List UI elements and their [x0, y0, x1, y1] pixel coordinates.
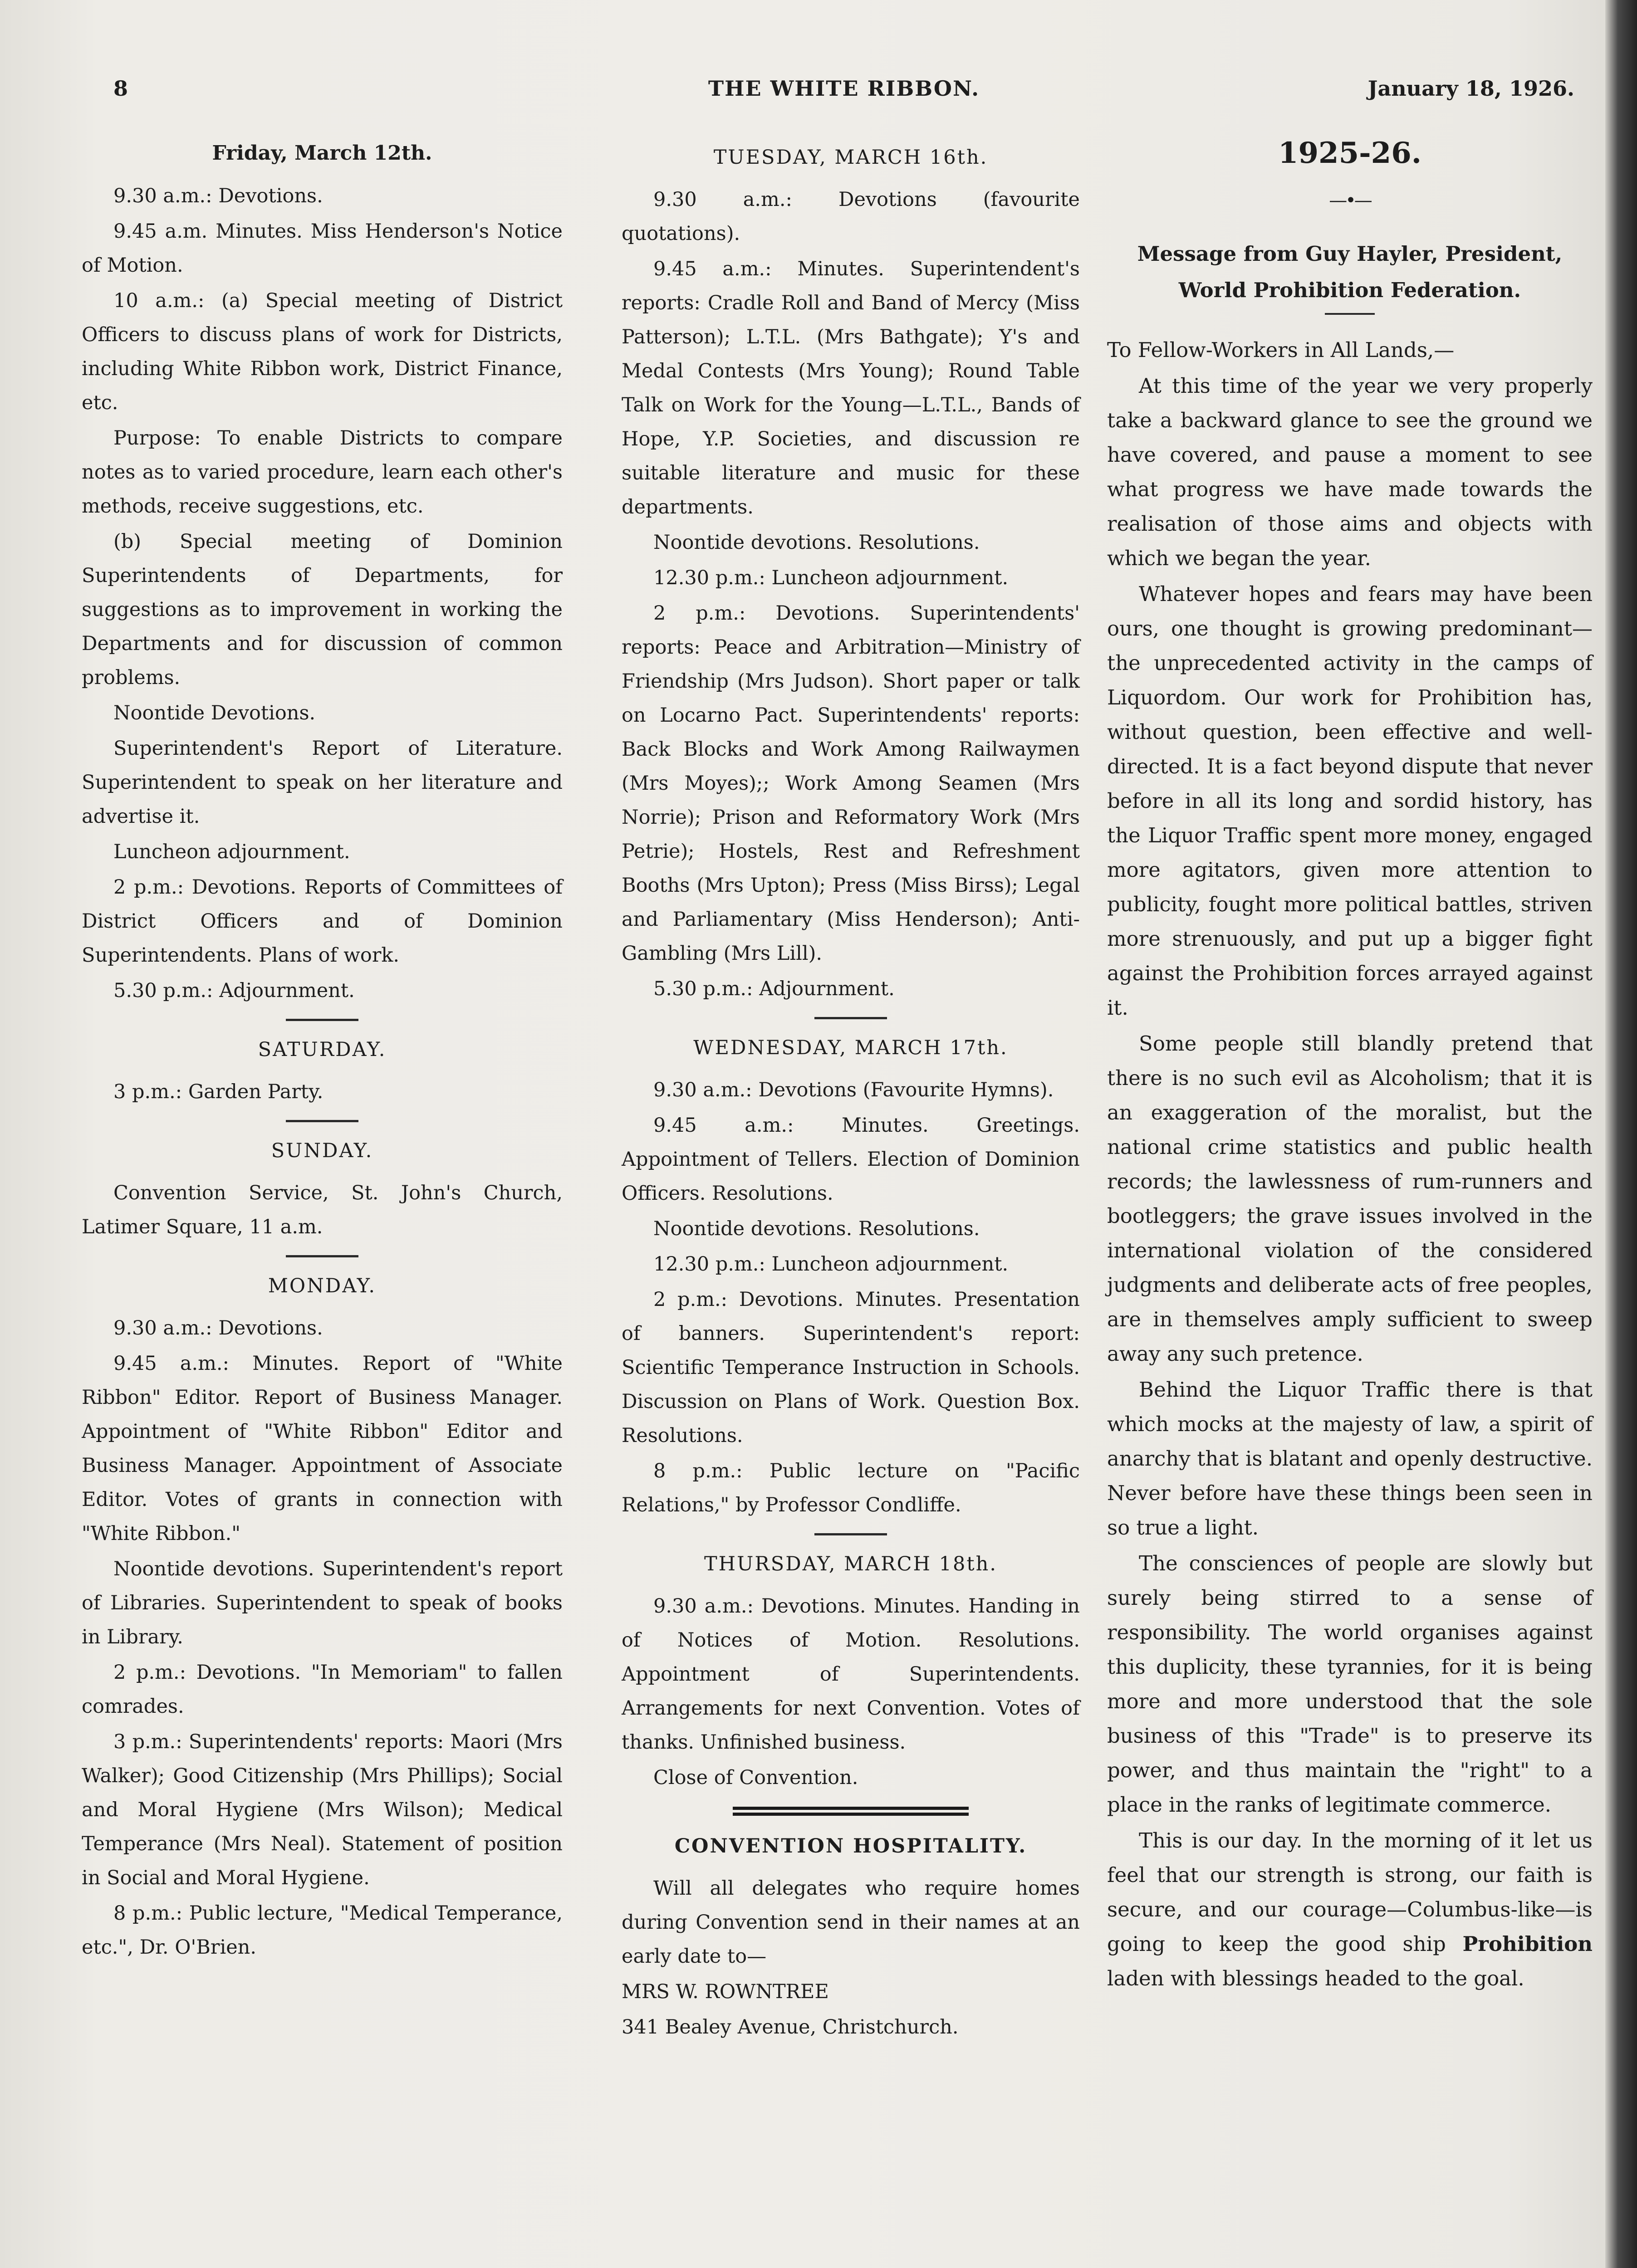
- page-header: [113, 76, 1574, 117]
- page-edge-shadow: [1605, 0, 1637, 2268]
- monday-item: 3 p.m.: Superintendents' reports: Maori (Mrs Walker); Good Citizenship (Mrs Phillips); Social and Moral Hygiene (Mrs Wilson); Medical Temperance (Mrs Neal). Statement of position in Social and Moral Hygiene.: [82, 1730, 563, 1889]
- monday-item: 9.30 a.m.: Devotions.: [113, 1317, 323, 1339]
- divider: [814, 1533, 887, 1535]
- hospitality-contact-name: MRS W. ROWNTREE: [622, 1980, 829, 2003]
- friday-item: 5.30 p.m.: Adjournment.: [113, 979, 355, 1002]
- wednesday-item: 9.30 a.m.: Devotions (Favourite Hymns).: [653, 1079, 1054, 1101]
- thursday-item: Close of Convention.: [653, 1766, 858, 1789]
- sunday-item: Convention Service, St. John's Church, Latimer Square, 11 a.m.: [82, 1182, 563, 1238]
- message-paragraph: Whatever hopes and fears may have been ours, one thought is growing predominant—the unprecedented activity in the camps of Liquordom. Our work for Prohibition has, without question, been effective and well-directed. It is a fact beyond dispute that never before in all its long and sordid history, has the Liquor Traffic spent more money, engaged more agitators, given more attention to publicity, fought more political battles, striven more strenuously, and put up a bigger fight against the Prohibition forces arrayed against it.: [1107, 582, 1593, 1020]
- divider: [286, 1255, 358, 1257]
- publication-title: THE WHITE RIBBON.: [708, 76, 980, 101]
- wednesday-heading: WEDNESDAY, MARCH 17th.: [693, 1036, 1008, 1059]
- tuesday-item: 5.30 p.m.: Adjournment.: [653, 978, 895, 1000]
- tuesday-item: 9.45 a.m.: Minutes. Superintendent's reports: Cradle Roll and Band of Mercy (Miss Patterson); L.T.L. (Mrs Bathgate); Y's and Medal Contests (Mrs Young); Round Table Talk on Work for the Young—L.T.L., Bands of Hope, Y.P. Societies, and discussion re suitable literature and music for these departments.: [622, 258, 1080, 518]
- wednesday-item: 2 p.m.: Devotions. Minutes. Presentation of banners. Superintendent's report: Scientific Temperance Instruction in Schools. Discussion on Plans of Work. Question Box. Resolutions.: [622, 1288, 1080, 1447]
- hospitality-heading: CONVENTION HOSPITALITY.: [674, 1835, 1027, 1857]
- divider: [814, 1017, 887, 1019]
- friday-item: (b) Special meeting of Dominion Superintendents of Departments, for suggestions as to improvement in working the Departments and for discussion of common problems.: [82, 530, 563, 689]
- monday-item: Noontide devotions. Superintendent's report of Libraries. Superintendent to speak of books in Library.: [82, 1558, 563, 1648]
- monday-item: 8 p.m.: Public lecture, "Medical Temperance, etc.", Dr. O'Brien.: [82, 1902, 563, 1959]
- friday-item: Superintendent's Report of Literature. Superintendent to speak on her literature and advertise it.: [82, 737, 563, 828]
- message-final-paragraph: [1107, 1823, 1593, 1996]
- message-paragraph: The consciences of people are slowly but surely being stirred to a sense of responsibility. The world organises against this duplicity, these tyrannies, for it is being more and more understood that the sole business of this "Trade" is to preserve its power, and thus maintain the "right" to a place in the ranks of legitimate commerce.: [1107, 1551, 1593, 1817]
- year-heading: 1925-26.: [1278, 136, 1422, 170]
- double-divider: [733, 1807, 969, 1816]
- thursday-item: 9.30 a.m.: Devotions. Minutes. Handing in of Notices of Motion. Resolutions. Appointment of Superintendents. Arrangements for next Convention. Votes of thanks. Unfinished business.: [622, 1595, 1080, 1754]
- tuesday-item: 2 p.m.: Devotions. Superintendents' reports: Peace and Arbitration—Ministry of Friendship (Mrs Judson). Short paper or talk on Locarno Pact. Superintendents' reports: Back Blocks and Work Among Railwaymen (Mrs Moyes);; Work Among Seamen (Mrs Norrie); Prison and Reformatory Work (Mrs Petrie); Hostels, Rest and Refreshment Booths (Mrs Upton); Press (Miss Birss); Legal and Parliamentary (Miss Henderson); Anti-Gambling (Mrs Lill).: [622, 602, 1080, 965]
- issue-date: January 18, 1926.: [1367, 76, 1574, 101]
- wednesday-item: 12.30 p.m.: Luncheon adjournment.: [653, 1253, 1009, 1276]
- page-number: 8: [113, 76, 128, 101]
- final-text-end: laden with blessings headed to the goal.: [1107, 1966, 1524, 1990]
- final-text-start: This is our day. In the morning of it let us feel that our strength is strong, our faith is secure, and our courage—Columbus-like—is going to keep the good ship: [1107, 1828, 1593, 1956]
- thursday-heading: THURSDAY, MARCH 18th.: [704, 1553, 998, 1575]
- divider: [1325, 313, 1375, 315]
- saturday-item: 3 p.m.: Garden Party.: [113, 1080, 323, 1103]
- wednesday-item: 9.45 a.m.: Minutes. Greetings. Appointment of Tellers. Election of Dominion Officers. Resolutions.: [622, 1114, 1080, 1205]
- message-paragraph: At this time of the year we very properly take a backward glance to see the ground we have covered, and pause a moment to see what progress we have made towards the realisation of those aims and objects with which we began the year.: [1107, 374, 1593, 570]
- ornament-dash: —•—: [1329, 190, 1371, 211]
- monday-item: 2 p.m.: Devotions. "In Memoriam" to fallen comrades.: [82, 1661, 563, 1718]
- divider: [286, 1120, 358, 1122]
- message-paragraph: Some people still blandly pretend that there is no such evil as Alcoholism; that it is an exaggeration of the moralist, but the national crime statistics and public health records; the lawlessness of rum-runners and bootleggers; the grave issues involved in the international violation of the considered judgments and deliberate acts of free peoples, are in themselves amply sufficient to sweep away any such pretence.: [1107, 1031, 1593, 1366]
- friday-item: 9.30 a.m.: Devotions.: [113, 185, 323, 207]
- friday-item: 10 a.m.: (a) Special meeting of District Officers to discuss plans of work for Districts, including White Ribbon work, District Finance, etc.: [82, 289, 563, 414]
- sunday-heading: SUNDAY.: [271, 1139, 373, 1162]
- divider: [286, 1019, 358, 1021]
- tuesday-item: 12.30 p.m.: Luncheon adjournment.: [653, 567, 1009, 589]
- column-2: [622, 136, 1080, 2046]
- friday-item: Purpose: To enable Districts to compare notes as to varied procedure, learn each other's methods, receive suggestions, etc.: [82, 427, 563, 518]
- message-paragraph: Behind the Liquor Traffic there is that which mocks at the majesty of law, a spirit of anarchy that is blatant and openly destructive. Never before have these things been seen in so true a light.: [1107, 1378, 1593, 1540]
- friday-item: 2 p.m.: Devotions. Reports of Committees of District Officers and of Dominion Superintendents. Plans of work.: [82, 876, 563, 967]
- column-1: [82, 136, 563, 1966]
- tuesday-item: Noontide devotions. Resolutions.: [653, 531, 980, 554]
- wednesday-item: Noontide devotions. Resolutions.: [653, 1217, 980, 1240]
- hospitality-contact-address: 341 Bealey Avenue, Christchurch.: [622, 2016, 959, 2038]
- monday-heading: MONDAY.: [268, 1275, 377, 1297]
- friday-item: Noontide Devotions.: [113, 702, 316, 724]
- salutation: To Fellow-Workers in All Lands,—: [1107, 338, 1455, 362]
- saturday-heading: SATURDAY.: [258, 1038, 387, 1061]
- tuesday-heading: TUESDAY, MARCH 16th.: [713, 146, 988, 169]
- friday-item: 9.45 a.m. Minutes. Miss Henderson's Notice of Motion.: [82, 220, 563, 277]
- friday-item: Luncheon adjournment.: [113, 841, 350, 863]
- monday-item: 9.45 a.m.: Minutes. Report of "White Ribbon" Editor. Report of Business Manager. Appointment of "White Ribbon" Editor and Business Manager. Appointment of Associate Editor. Votes of grants in connection with "White Ribbon.": [82, 1352, 563, 1545]
- friday-heading: Friday, March 12th.: [212, 142, 432, 165]
- prohibition-emphasis: Prohibition: [1462, 1932, 1593, 1956]
- tuesday-item: 9.30 a.m.: Devotions (favourite quotations).: [622, 188, 1080, 245]
- message-title: Message from Guy Hayler, President, World Prohibition Federation.: [1137, 242, 1563, 302]
- hospitality-body: Will all delegates who require homes during Convention send in their names at an early date to—: [622, 1877, 1080, 1968]
- column-3: [1107, 136, 1593, 1997]
- wednesday-item: 8 p.m.: Public lecture on "Pacific Relations," by Professor Condliffe.: [622, 1460, 1080, 1516]
